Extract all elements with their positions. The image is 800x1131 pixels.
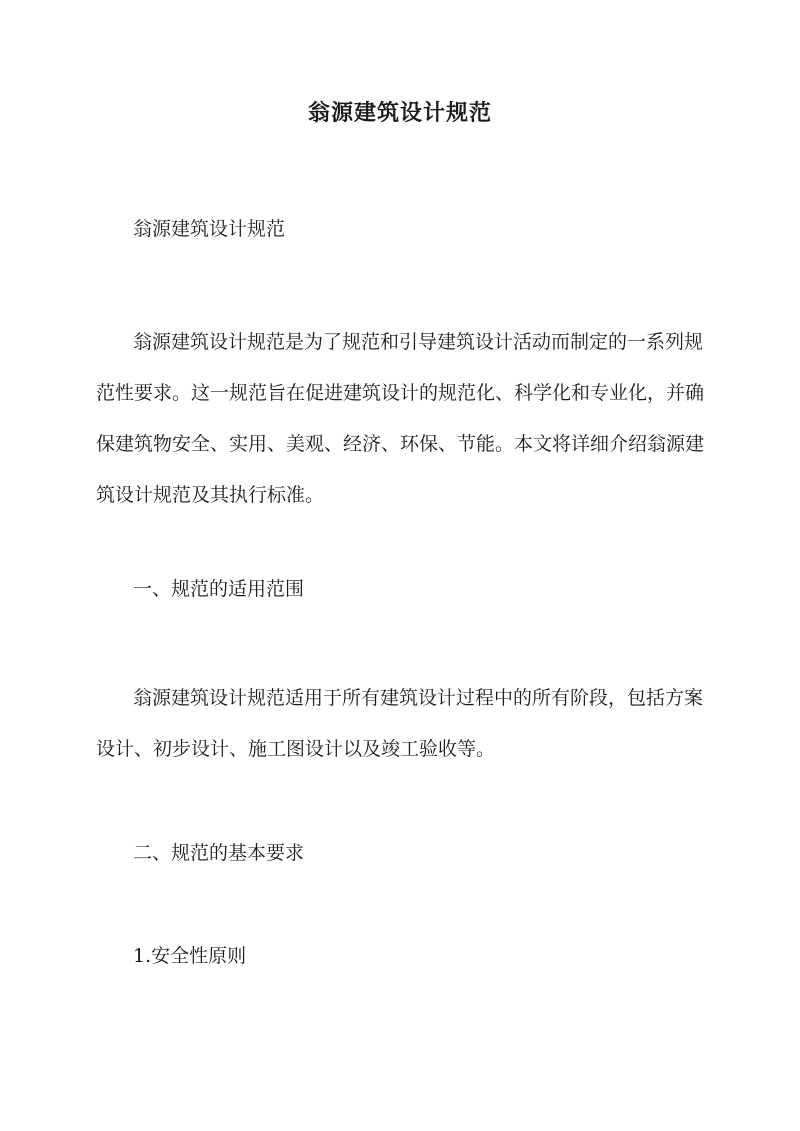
document-title: 翁源建筑设计规范 [307, 100, 492, 126]
intro-line: 保建筑物安全、实用、美观、经济、环保、节能。本文将详细介绍翁源建 [96, 433, 705, 455]
section-1-line: 设计、初步设计、施工图设计以及竣工验收等。 [96, 738, 496, 760]
intro-line: 范性要求。这一规范旨在促进建筑设计的规范化、科学化和专业化，并确 [96, 382, 705, 404]
intro-line: 翁源建筑设计规范是为了规范和引导建筑设计活动而制定的一系列规 [133, 331, 704, 353]
section-1-heading: 一、规范的适用范围 [133, 578, 305, 600]
section-1-paragraph [96, 673, 704, 775]
intro-line: 筑设计规范及其执行标准。 [96, 484, 325, 506]
item-1-heading: 1.安全性原则 [133, 945, 247, 967]
intro-paragraph [96, 317, 705, 521]
document-subtitle: 翁源建筑设计规范 [133, 218, 286, 240]
section-1-line: 翁源建筑设计规范适用于所有建筑设计过程中的所有阶段，包括方案 [133, 687, 704, 709]
section-2-heading: 二、规范的基本要求 [133, 842, 305, 864]
